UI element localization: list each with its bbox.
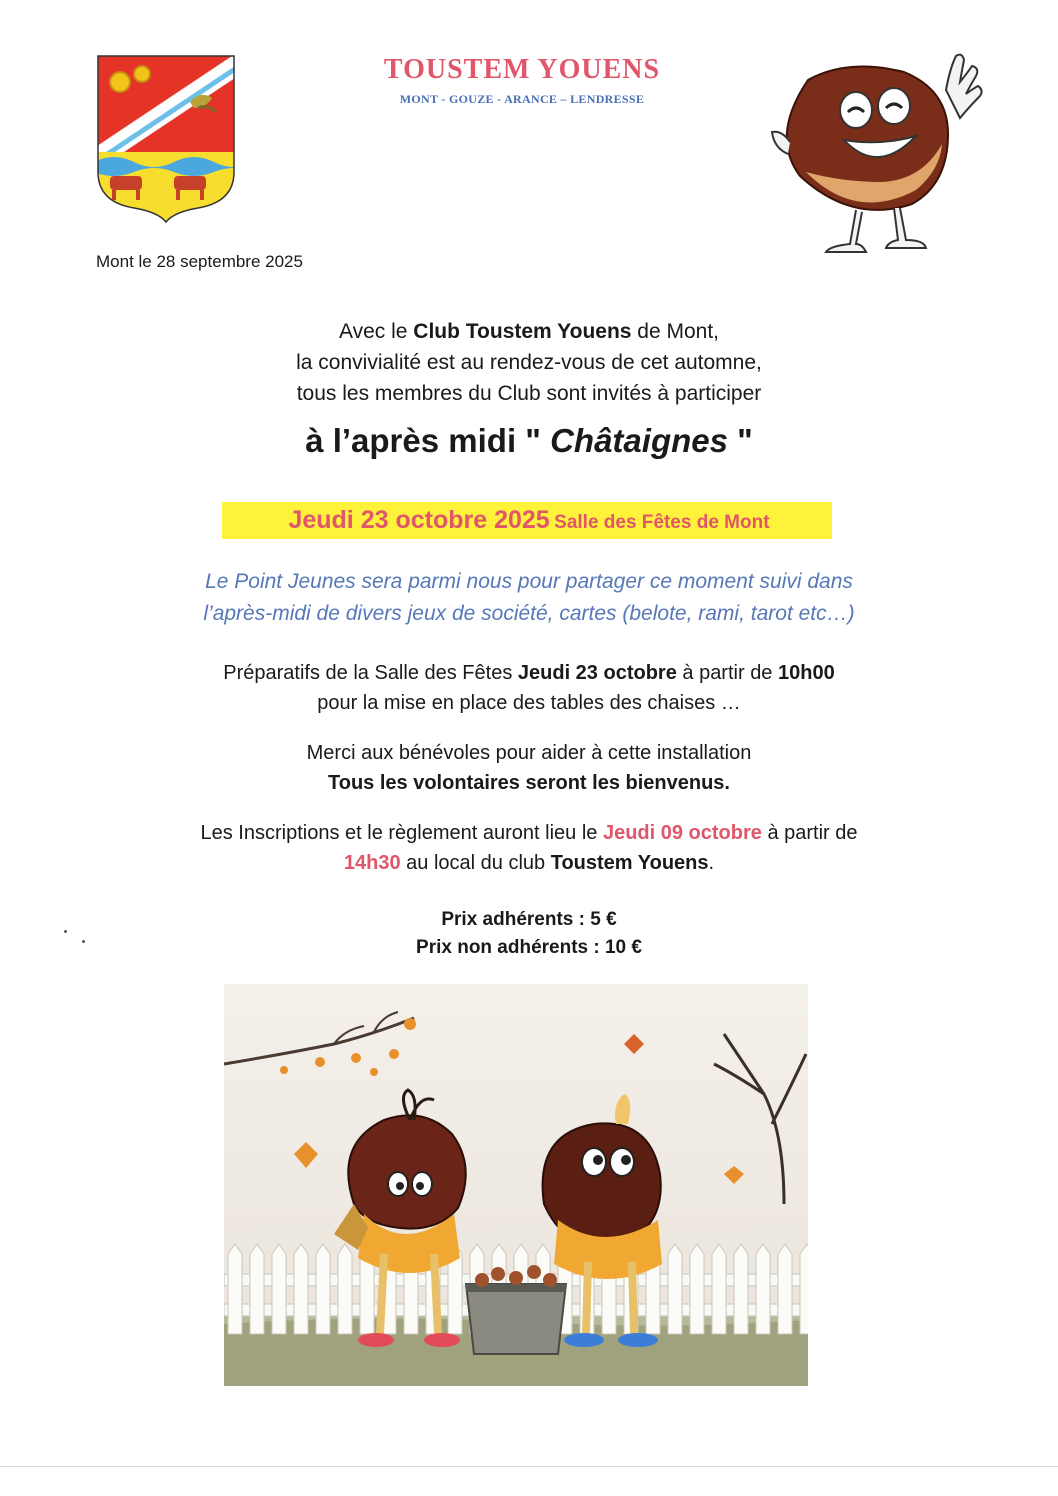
inscr-text: au local du club — [400, 852, 551, 874]
inscr-line-1 — [0, 818, 1058, 848]
page-bottom-rule — [0, 1466, 1058, 1467]
fence-picket — [756, 1244, 770, 1334]
point-jeunes-line-1: Le Point Jeunes sera parmi nous pour partager ce moment suivi dans — [205, 570, 853, 593]
inscr-text: Les Inscriptions et le règlement auront lieu le — [200, 822, 603, 844]
prep-line-1 — [0, 658, 1058, 688]
event-venue: Salle des Fêtes de Mont — [554, 512, 770, 533]
scan-speck — [82, 940, 85, 943]
fence-picket — [294, 1244, 308, 1334]
fence-picket — [800, 1244, 808, 1334]
registration-paragraph — [0, 818, 1058, 878]
headline-text: " — [727, 422, 753, 459]
event-headline — [0, 422, 1058, 460]
event-date-venue — [0, 506, 1058, 535]
fence-picket — [734, 1244, 748, 1334]
intro-line-3: tous les membres du Club sont invités à participer — [296, 382, 762, 405]
intro-line-2: la convivialité est au rendez-vous de cet automne, — [296, 351, 762, 374]
fence-picket — [250, 1244, 264, 1334]
fence-picket — [778, 1244, 792, 1334]
intro-paragraph — [0, 316, 1058, 409]
fence-picket — [316, 1244, 330, 1334]
inscr-text: à partir de — [761, 822, 858, 844]
price-non-members: Prix non adhérents : 10 € — [416, 937, 642, 958]
volunteers-paragraph — [0, 738, 1058, 798]
club-title: TOUSTEM YOUENS — [383, 54, 661, 85]
point-jeunes-line-2: l’après-midi de divers jeux de société, cartes (belote, rami, tarot etc…) — [203, 602, 855, 625]
fence-picket — [338, 1244, 352, 1334]
prep-time: 10h00 — [778, 662, 835, 684]
point-jeunes-paragraph — [0, 566, 1058, 630]
headline-chataignes: Châtaignes — [550, 422, 728, 459]
prep-text: Préparatifs de la Salle des Fêtes — [223, 662, 518, 684]
club-name-bold: Club Toustem Youens — [413, 320, 632, 343]
prep-date: Jeudi 23 octobre — [517, 662, 677, 684]
registration-date: Jeudi 09 octobre — [602, 822, 762, 844]
club-name-bold: Toustem Youens — [550, 852, 709, 874]
prices-block — [0, 906, 1058, 962]
inscr-line-2 — [0, 848, 1058, 878]
registration-time: 14h30 — [343, 852, 401, 874]
price-members: Prix adhérents : 5 € — [441, 909, 617, 930]
merci-line-2: Tous les volontaires seront les bienvenus. — [328, 772, 730, 794]
chestnut-mascot-illustration — [760, 50, 996, 256]
intro-line-1 — [0, 316, 1058, 347]
letter-place-date: Mont le 28 septembre 2025 — [96, 252, 303, 271]
intro-text: Avec le — [338, 320, 414, 343]
municipal-crest-logo — [94, 52, 238, 224]
headline-text: à l’après midi " — [305, 422, 551, 459]
chestnut-characters-illustration — [224, 984, 808, 1386]
event-date: Jeudi 23 octobre 2025 — [288, 506, 550, 534]
fence-picket — [690, 1244, 704, 1334]
prep-text: à partir de — [676, 662, 778, 684]
fence-picket — [668, 1244, 682, 1334]
prep-line-2: pour la mise en place des tables des chaises … — [317, 692, 741, 714]
club-villages: MONT - GOUZE - ARANCE – LENDRESSE — [399, 92, 645, 106]
intro-text: de Mont, — [631, 320, 720, 343]
preparation-paragraph — [0, 658, 1058, 718]
scan-speck — [64, 930, 67, 933]
merci-line-1: Merci aux bénévoles pour aider à cette installation — [306, 742, 752, 764]
fence-picket — [228, 1244, 242, 1334]
inscr-text: . — [708, 852, 715, 874]
fence-picket — [272, 1244, 286, 1334]
fence-picket — [712, 1244, 726, 1334]
